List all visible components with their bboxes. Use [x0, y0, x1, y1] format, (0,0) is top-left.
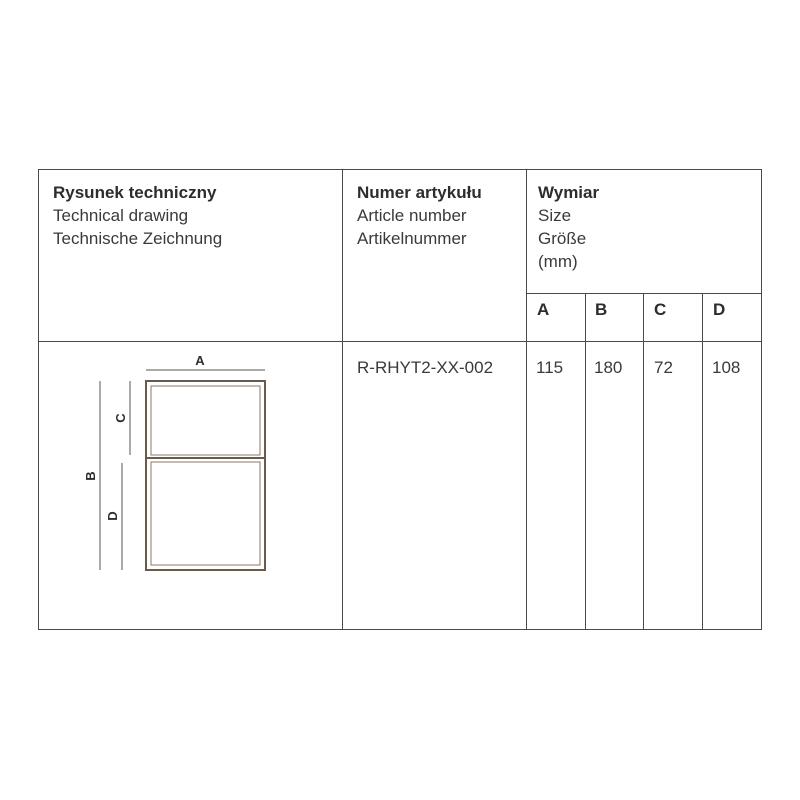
- size-subheader-divider: [526, 293, 762, 294]
- dim-value-d: 108: [712, 358, 741, 377]
- technical-drawing: [80, 345, 280, 585]
- dim-value-a: 115: [536, 358, 564, 377]
- dim-label-b: B: [83, 471, 98, 481]
- dim-header-a: A: [537, 300, 550, 319]
- dim-label-a: A: [195, 353, 205, 368]
- dim-value-b: 180: [594, 358, 623, 377]
- size-header-en: Size: [538, 206, 572, 225]
- drawing-header-en: Technical drawing: [53, 206, 189, 225]
- dim-col-divider-ab: [585, 293, 586, 630]
- size-header-pl: Wymiar: [538, 183, 600, 202]
- dim-value-c: 72: [654, 358, 673, 377]
- dim-label-c: C: [113, 413, 128, 423]
- cabinet-outer-frame: [146, 381, 265, 570]
- table-border-left: [38, 169, 39, 630]
- table-border-bottom: [38, 629, 762, 630]
- drawing-header: [53, 181, 222, 250]
- dim-header-d: D: [713, 300, 726, 319]
- size-header-unit: (mm): [538, 252, 578, 271]
- article-header-de: Artikelnummer: [357, 229, 467, 248]
- size-header-de: Größe: [538, 229, 587, 248]
- cabinet-upper-panel: [151, 386, 260, 455]
- article-header-en: Article number: [357, 206, 467, 225]
- table-col-divider-1: [342, 169, 343, 630]
- table-border-top: [38, 169, 762, 170]
- cabinet-lower-panel: [151, 462, 260, 565]
- article-number-value: R-RHYT2-XX-002: [357, 358, 494, 377]
- size-header: [538, 181, 599, 273]
- article-header: [357, 181, 482, 250]
- table-col-divider-2: [526, 169, 527, 630]
- dim-header-c: C: [654, 300, 667, 319]
- dim-label-d: D: [105, 511, 120, 521]
- table-header-divider: [38, 341, 762, 342]
- dim-col-divider-bc: [643, 293, 644, 630]
- dim-col-divider-cd: [702, 293, 703, 630]
- dim-header-b: B: [595, 300, 608, 319]
- article-header-pl: Numer artykułu: [357, 183, 482, 202]
- drawing-header-pl: Rysunek techniczny: [53, 183, 217, 202]
- table-border-right: [761, 169, 762, 630]
- drawing-header-de: Technische Zeichnung: [53, 229, 223, 248]
